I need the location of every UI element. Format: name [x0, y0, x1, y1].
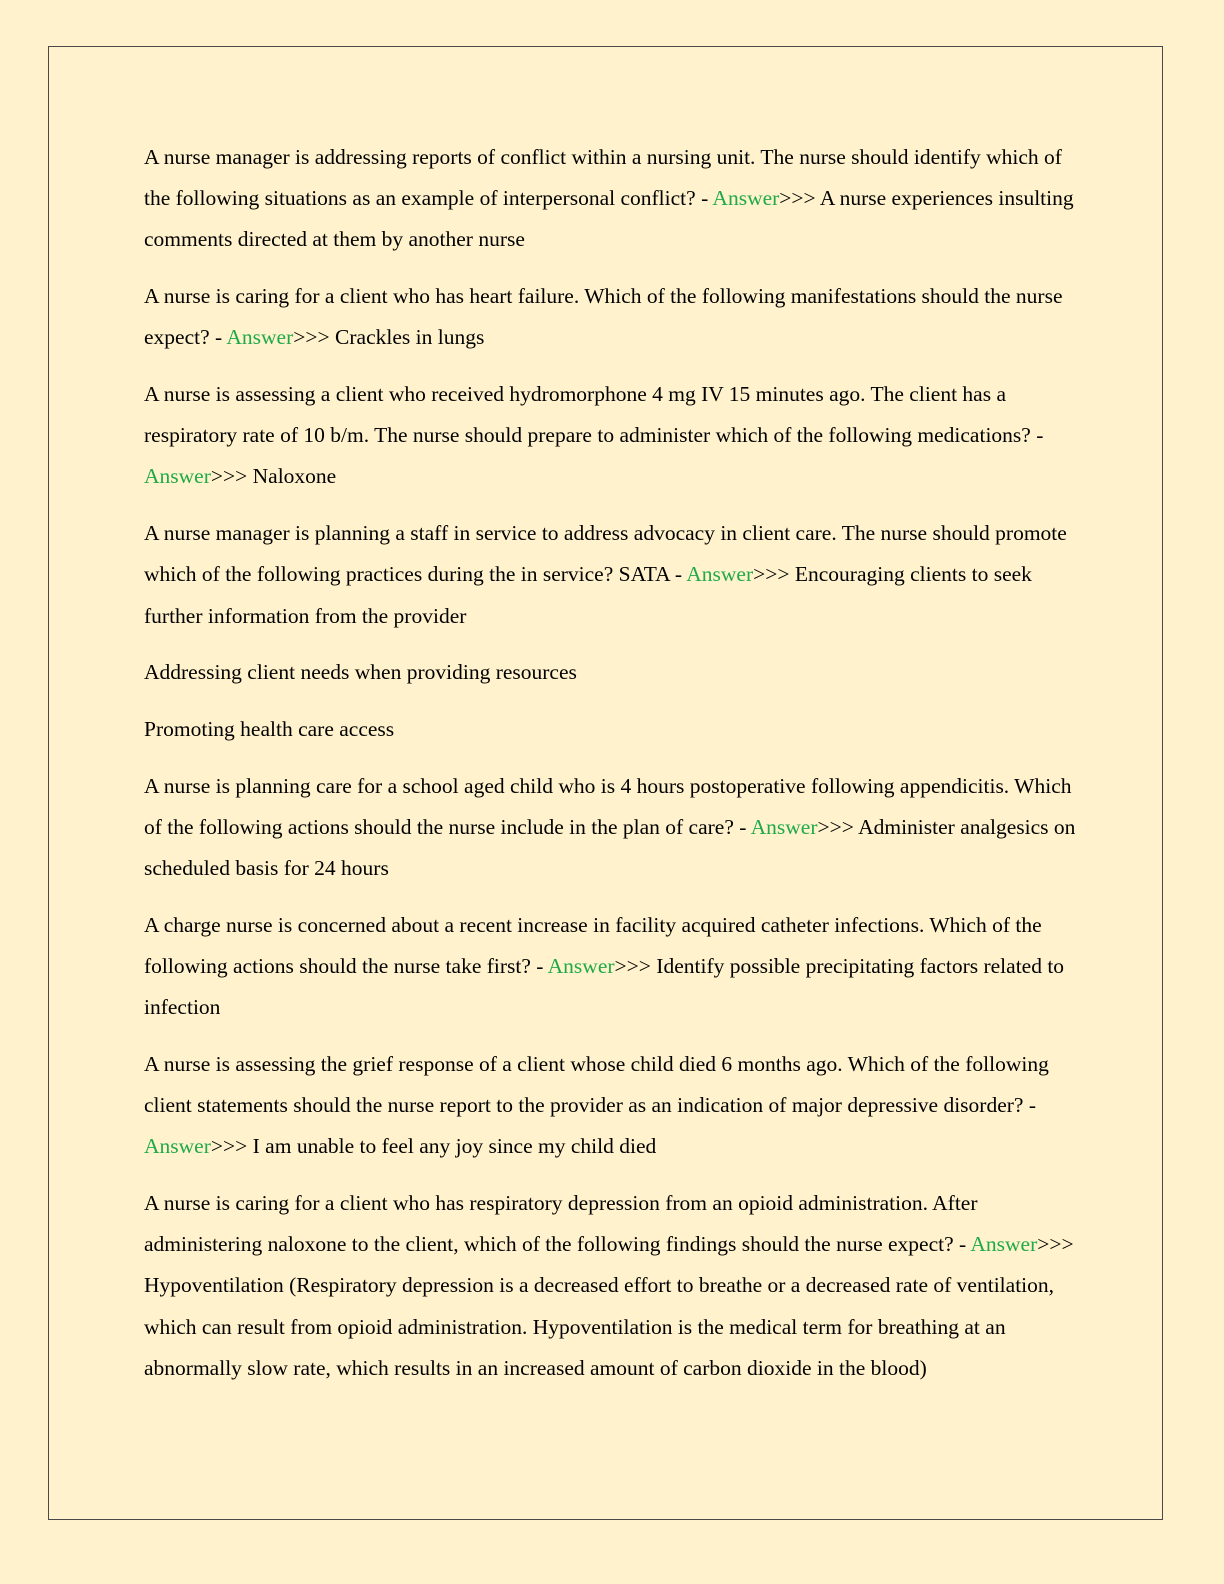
answer-text: Identify possible precipitating factors related to infection — [144, 953, 1065, 1020]
question-text: A nurse is caring for a client who has respiratory depression from an opioid administration. After administering naloxone to the client, which of the following findings should the nurse expect? — [144, 1190, 978, 1257]
answer-dash: - — [739, 814, 751, 839]
answer-arrows: >>> — [753, 562, 795, 587]
answer-dash: - — [1036, 423, 1044, 448]
document-body — [144, 137, 1084, 1404]
answer-arrows: >>> — [614, 953, 657, 978]
answer-text: Encouraging clients to seek further information from the provider — [144, 562, 1032, 628]
qa-item — [144, 137, 1084, 261]
answer-label: Answer — [970, 1232, 1038, 1257]
answer-continuation: Promoting health care access — [144, 716, 395, 741]
answer-label: Answer — [686, 562, 754, 587]
question-text: A nurse manager is addressing reports of conflict within a nursing unit. The nurse should identify which of the following situations as an example of interpersonal conflict? — [144, 145, 1062, 211]
answer-label: Answer — [144, 464, 211, 489]
question-text: A nurse is assessing a client who received hydromorphone 4 mg IV 15 minutes ago. The client has a respiratory rate of 10 b/m. The nurse should prepare to administer which of the following medications? — [144, 382, 1037, 448]
answer-label: Answer — [750, 814, 818, 839]
qa-item — [144, 1183, 1084, 1389]
answer-dash: - — [701, 186, 713, 211]
answer-arrows: >>> — [817, 814, 859, 839]
question-text: A nurse manager is planning a staff in service to address advocacy in client care. The nurse should promote which of the following practices during the in service? SATA — [144, 521, 1067, 587]
answer-label: Answer — [712, 186, 780, 211]
answer-continuation: Addressing client needs when providing resources — [144, 660, 577, 685]
answer-text: Crackles in lungs — [335, 325, 485, 350]
qa-item — [144, 905, 1084, 1029]
answer-arrows: >>> — [1037, 1232, 1074, 1257]
answer-text: Naloxone — [252, 464, 337, 489]
answer-dash: - — [215, 325, 227, 350]
question-text: A nurse is planning care for a school aged child who is 4 hours postoperative following appendicitis. Which of the following actions should the nurse include in the plan of care? — [144, 773, 1072, 839]
answer-arrows: >>> — [210, 464, 253, 489]
answer-label: Answer — [547, 953, 615, 978]
answer-text: I am unable to feel any joy since my child died — [252, 1134, 657, 1159]
qa-item — [144, 513, 1084, 637]
answer-dash: - — [959, 1232, 971, 1257]
question-text: A nurse is caring for a client who has heart failure. Which of the following manifestations should the nurse expect? — [144, 284, 1063, 350]
answer-dash: - — [536, 953, 548, 978]
answer-label: Answer — [144, 1134, 211, 1159]
answer-text: A nurse experiences insulting comments directed at them by another nurse — [144, 186, 1074, 252]
qa-item — [144, 766, 1084, 890]
question-text: A nurse is assessing the grief response of a client whose child died 6 months ago. Which of the following client statements should the nurse report to the provider as an indication of major depressive disorder? — [144, 1051, 1049, 1118]
answer-text: Hypoventilation (Respiratory depression is a decreased effort to breathe or a decreased rate of ventilation, which can result from opioid administration. Hypoventilation is the medical term for breathing at an abnormally slow rate, which results in an increased amount of carbon dioxide in the blood) — [144, 1273, 1055, 1380]
answer-arrows: >>> — [293, 325, 336, 350]
answer-dash: - — [674, 562, 687, 587]
answer-text: Administer analgesics on scheduled basis for 24 hours — [144, 814, 1076, 881]
answer-dash: - — [1028, 1093, 1036, 1118]
question-text: A charge nurse is concerned about a recent increase in facility acquired catheter infections. Which of the following actions should the nurse take first? — [144, 912, 1042, 978]
qa-item — [144, 1044, 1084, 1168]
answer-arrows: >>> — [210, 1134, 253, 1159]
answer-arrows: >>> — [779, 186, 820, 211]
answer-label: Answer — [226, 325, 294, 350]
qa-item — [144, 374, 1084, 498]
qa-item — [144, 276, 1084, 358]
